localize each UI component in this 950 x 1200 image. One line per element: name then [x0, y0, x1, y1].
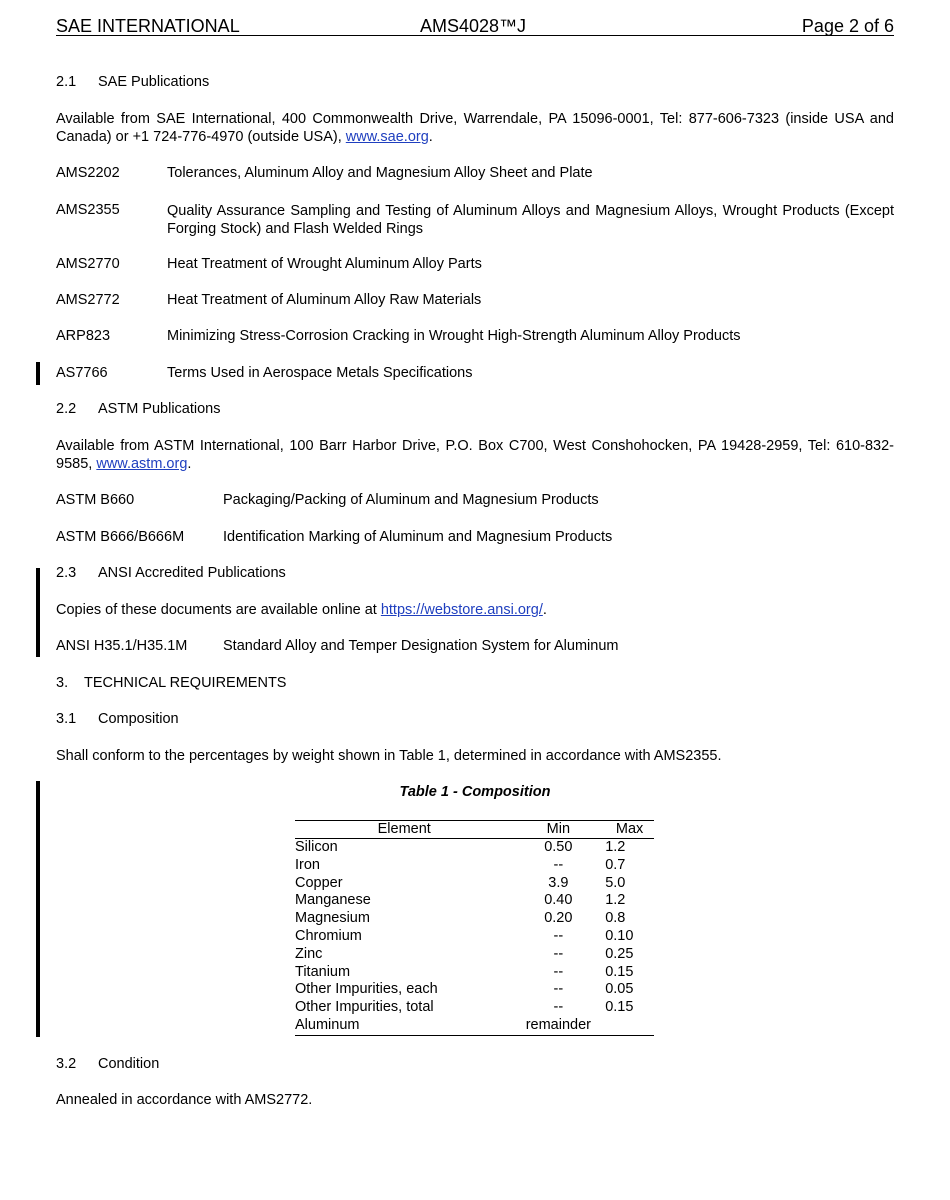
- table-header-row: [295, 821, 654, 839]
- table-row: [295, 910, 654, 928]
- max-cell: 0.05: [605, 981, 634, 998]
- composition-table: [295, 820, 654, 1036]
- section-number: 2.3: [56, 565, 77, 581]
- table-row: [295, 946, 654, 964]
- ref-code: AMS2355: [56, 202, 120, 218]
- ref-code: AMS2770: [56, 256, 120, 272]
- min-cell: --: [553, 981, 564, 998]
- composition-paragraph: Shall conform to the percentages by weight shown in Table 1, determined in accordance with AMS2355.: [56, 748, 722, 764]
- sae-website-link[interactable]: www.sae.org: [345, 129, 429, 145]
- ref-title: Heat Treatment of Aluminum Alloy Raw Materials: [167, 292, 482, 308]
- table-row: [295, 875, 654, 893]
- min-cell: 0.50: [544, 839, 573, 855]
- max-cell: 0.15: [605, 963, 634, 980]
- max-cell: 5.0: [605, 874, 626, 891]
- min-cell: 3.9: [548, 874, 569, 891]
- section-2-3-heading: [56, 565, 286, 581]
- min-cell: --: [553, 927, 564, 944]
- column-header: Min: [546, 821, 571, 837]
- element-cell: Other Impurities, each: [295, 981, 438, 998]
- min-cell: 0.20: [544, 910, 573, 927]
- element-cell: Zinc: [295, 945, 323, 962]
- ref-code: AMS2202: [56, 165, 120, 181]
- header-doc-number: AMS4028™J: [420, 16, 527, 36]
- page-header: [56, 14, 894, 36]
- section-title: ANSI Accredited Publications: [98, 565, 286, 581]
- table-row: [295, 999, 654, 1017]
- column-header: Max: [615, 821, 644, 837]
- table-row: [295, 857, 654, 875]
- ansi-availability-paragraph: Copies of these documents are available online at https://webstore.ansi.org/.: [56, 602, 547, 618]
- max-cell: [603, 1017, 654, 1035]
- section-3-2-heading: [56, 1056, 160, 1072]
- element-cell: Other Impurities, total: [295, 999, 434, 1016]
- table-row: [295, 928, 654, 946]
- max-cell: 0.25: [605, 945, 634, 962]
- table-row: [295, 981, 654, 999]
- ref-code: ARP823: [56, 328, 111, 344]
- section-3-1-heading: [56, 711, 179, 727]
- section-number: 3.: [56, 675, 69, 691]
- section-2-2-heading: [56, 401, 221, 417]
- change-bar: [36, 568, 40, 657]
- min-cell: --: [553, 856, 564, 873]
- section-number: 3.1: [56, 711, 77, 727]
- header-page-number: Page 2 of 6: [801, 16, 894, 36]
- ref-code: ASTM B666/B666M: [56, 529, 185, 545]
- sae-availability-paragraph: Available from SAE International, 400 Commonwealth Drive, Warrendale, PA 15096-0001, Tel: 877-606-7323 (inside USA and Canada) or +1 724-776-4970 (outside USA), www.sae.org.: [56, 111, 894, 145]
- element-cell: Chromium: [295, 927, 362, 944]
- max-cell: 1.2: [605, 839, 626, 855]
- ref-title: Heat Treatment of Wrought Aluminum Alloy Parts: [167, 256, 482, 272]
- astm-availability-paragraph: Available from ASTM International, 100 Barr Harbor Drive, P.O. Box C700, West Conshohocken, PA 19428-2959, Tel: 610-832-9585, www.astm.org.: [56, 438, 894, 472]
- ref-title: Identification Marking of Aluminum and Magnesium Products: [223, 529, 613, 545]
- max-cell: 0.10: [605, 927, 634, 944]
- section-title: Composition: [98, 711, 179, 727]
- change-bar: [36, 362, 40, 385]
- element-cell: Iron: [295, 856, 320, 873]
- max-cell: 0.7: [605, 856, 626, 873]
- element-cell: Magnesium: [295, 910, 370, 927]
- element-cell: Silicon: [295, 839, 338, 855]
- min-cell: remainder: [513, 1017, 603, 1035]
- section-title: SAE Publications: [98, 74, 210, 90]
- table-row: [295, 892, 654, 910]
- ref-title: Tolerances, Aluminum Alloy and Magnesium Alloy Sheet and Plate: [167, 165, 593, 181]
- ref-code: ASTM B660: [56, 492, 135, 508]
- section-title: TECHNICAL REQUIREMENTS: [84, 675, 287, 691]
- section-title: ASTM Publications: [98, 401, 221, 417]
- section-number: 2.1: [56, 74, 77, 90]
- element-cell: Manganese: [295, 892, 371, 909]
- ref-title: Packaging/Packing of Aluminum and Magnesium Products: [223, 492, 599, 508]
- min-cell: --: [553, 945, 564, 962]
- ref-title: Standard Alloy and Temper Designation System for Aluminum: [223, 638, 619, 654]
- ref-title: Minimizing Stress-Corrosion Cracking in Wrought High-Strength Aluminum Alloy Products: [167, 328, 741, 344]
- max-cell: 0.8: [605, 910, 626, 927]
- element-cell: Copper: [295, 874, 343, 891]
- max-cell: 0.15: [605, 999, 634, 1016]
- column-header: Element: [377, 821, 431, 837]
- ref-title: Terms Used in Aerospace Metals Specifications: [167, 365, 473, 381]
- ref-code: AMS2772: [56, 292, 120, 308]
- section-2-1-heading: [56, 74, 210, 90]
- change-bar: [36, 781, 40, 1037]
- table-row: [295, 839, 654, 857]
- astm-website-link[interactable]: www.astm.org: [96, 456, 188, 472]
- section-3-heading: [56, 675, 287, 691]
- table-row: [295, 964, 654, 982]
- section-number: 3.2: [56, 1056, 77, 1072]
- min-cell: --: [553, 963, 564, 980]
- max-cell: 1.2: [605, 892, 626, 909]
- element-cell: Titanium: [295, 963, 351, 980]
- header-org: SAE INTERNATIONAL: [56, 16, 240, 36]
- ansi-website-link[interactable]: https://webstore.ansi.org/: [380, 602, 543, 618]
- table-row: [295, 1017, 654, 1035]
- condition-paragraph: Annealed in accordance with AMS2772.: [56, 1092, 313, 1108]
- min-cell: --: [553, 999, 564, 1016]
- ref-code: ANSI H35.1/H35.1M: [56, 638, 188, 654]
- min-cell: 0.40: [544, 892, 573, 909]
- section-title: Condition: [98, 1056, 160, 1072]
- ref-code: AS7766: [56, 365, 108, 381]
- table-title: Table 1 - Composition: [399, 784, 551, 800]
- section-number: 2.2: [56, 401, 77, 417]
- element-cell: Aluminum: [295, 1017, 513, 1035]
- ref-title: Quality Assurance Sampling and Testing of Aluminum Alloys and Magnesium Alloys, Wrought Products (Except Forging Stock) and Flash Welded Rings: [167, 203, 894, 237]
